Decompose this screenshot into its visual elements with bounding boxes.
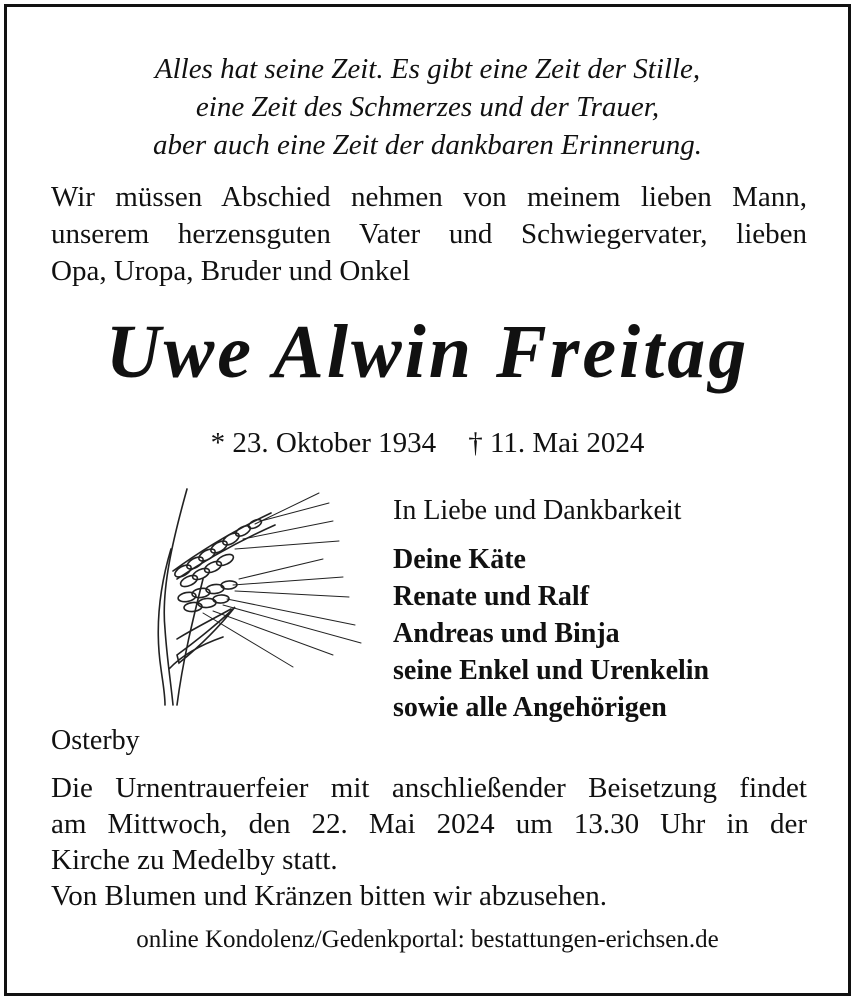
mourner-4: seine Enkel und Urenkelin <box>393 655 710 686</box>
birth-date: * 23. Oktober 1934 <box>210 427 437 459</box>
place-name: Osterby <box>51 725 140 756</box>
mourner-3: Andreas und Binja <box>393 618 620 649</box>
condolence-portal: online Kondolenz/Gedenkportal: bestattungen-erichsen.de <box>136 926 719 953</box>
mourner-2: Renate und Ralf <box>393 581 590 612</box>
quote-line-1: Alles hat seine Zeit. Es gibt eine Zeit der Stille, <box>154 53 701 85</box>
ceremony-line-4: Von Blumen und Kränzen bitten wir abzusehen. <box>51 880 607 912</box>
death-date: † 11. Mai 2024 <box>468 427 645 459</box>
obituary-notice <box>4 4 851 996</box>
ceremony-line-3: Kirche zu Medelby statt. <box>51 844 338 876</box>
mourner-1: Deine Käte <box>393 544 526 575</box>
intro-line-1: Wir müssen Abschied nehmen von meinem lieben Mann, <box>51 181 807 213</box>
quote-line-2: eine Zeit des Schmerzes und der Trauer, <box>195 91 660 123</box>
quote-line-3: aber auch eine Zeit der dankbaren Erinnerung. <box>152 129 703 161</box>
life-dates <box>7 425 848 461</box>
intro-line-2: unserem herzensguten Vater und Schwiegervater, lieben <box>51 218 807 250</box>
ceremony-line-1: Die Urnentrauerfeier mit anschließender Beisetzung findet <box>51 772 807 804</box>
wheat-ears-icon <box>143 479 363 711</box>
deceased-name: Uwe Alwin Freitag <box>105 310 750 394</box>
intro-line-3: Opa, Uropa, Bruder und Onkel <box>51 255 411 287</box>
ceremony-line-2: am Mittwoch, den 22. Mai 2024 um 13.30 Uhr in der <box>51 808 807 840</box>
mourner-5: sowie alle Angehörigen <box>393 692 667 723</box>
dedication: In Liebe und Dankbarkeit <box>393 495 682 526</box>
